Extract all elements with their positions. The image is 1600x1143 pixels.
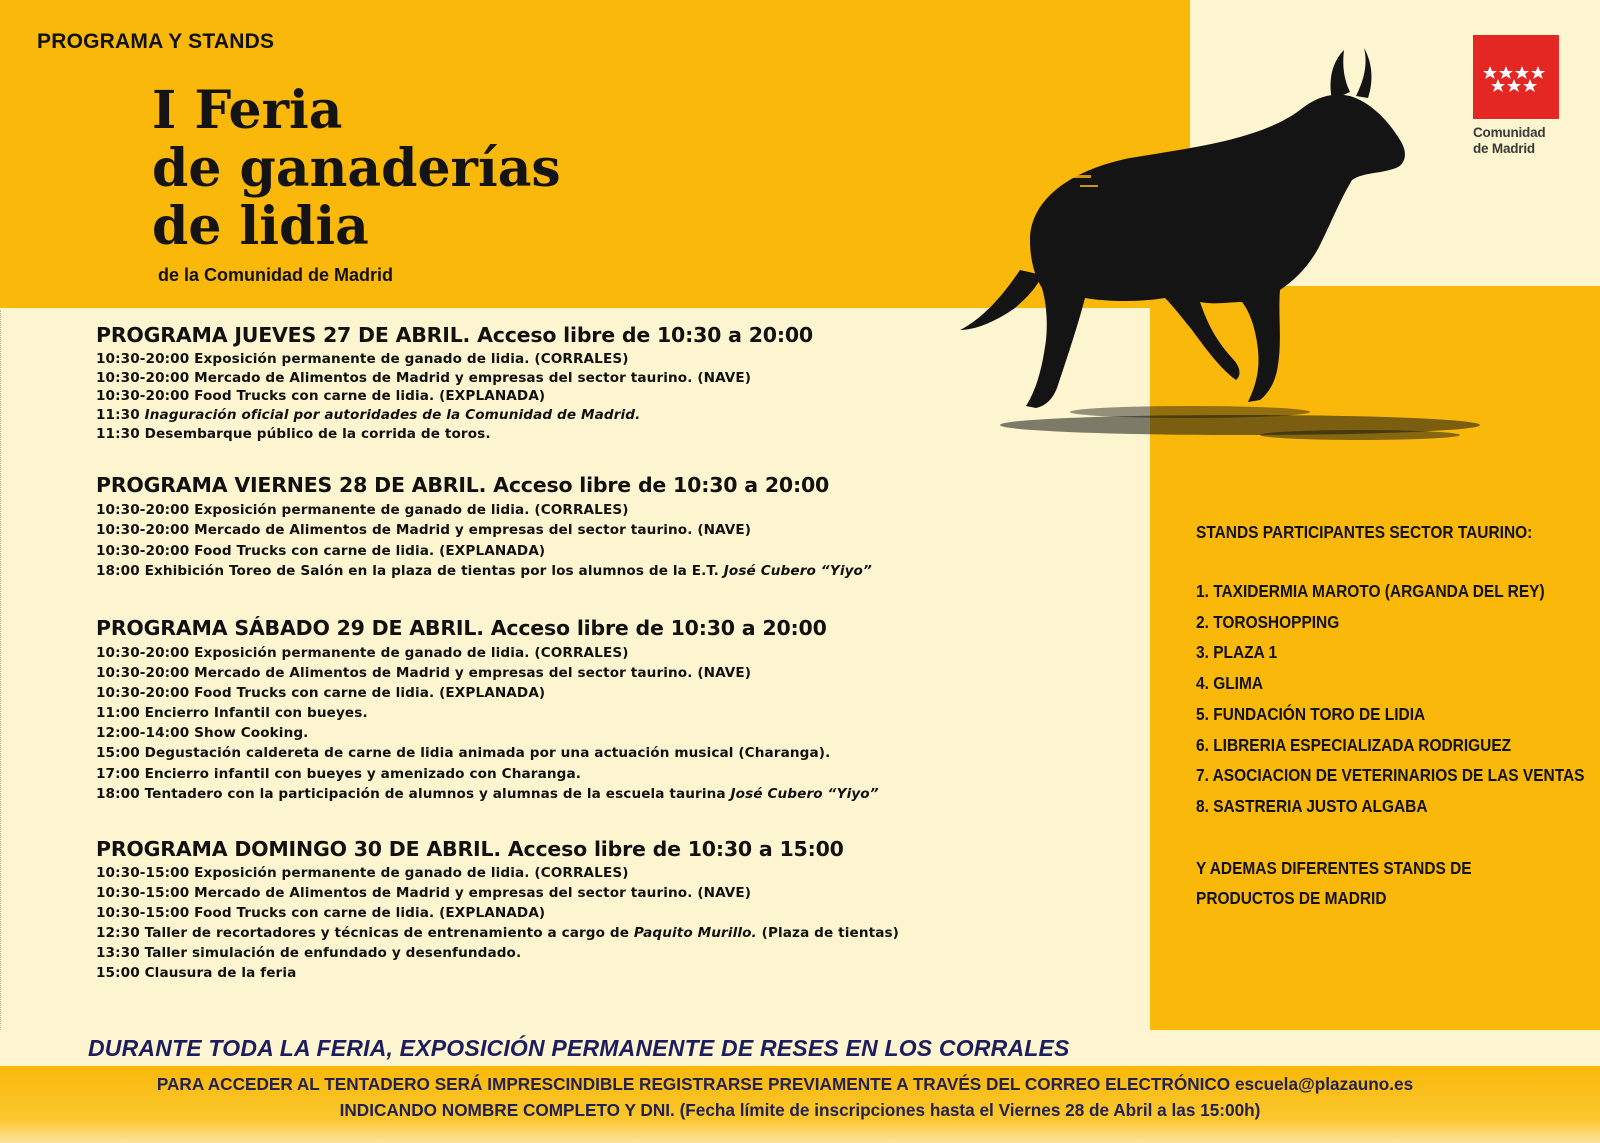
permanent-exhibition-banner: DURANTE TODA LA FERIA, EXPOSICIÓN PERMANENTE DE RESES EN LOS CORRALES [88,1035,1070,1061]
program-item-text: 17:00 Encierro infantil con bueyes y amenizado con Charanga. [96,765,582,782]
logo-text-line: de Madrid [1473,141,1535,156]
program-saturday [96,615,879,804]
program-list [96,350,813,444]
program-item-text: 10:30-20:00 Food Trucks con carne de lidia. (EXPLANADA) [96,388,546,405]
title-line: I Feria [152,80,343,141]
left-dotted-edge [0,310,1,1030]
program-item-emphasis: José Cubero “Yiyo” [730,785,879,802]
stand-item: 1. TAXIDERMIA MAROTO (ARGANDA DEL REY) [1196,581,1545,601]
program-item-emphasis: José Cubero “Yiyo” [723,562,872,579]
stands-extra-line: PRODUCTOS DE MADRID [1196,888,1387,909]
program-item-text: 10:30-20:00 Mercado de Alimentos de Madrid y empresas del sector taurino. (NAVE) [96,522,752,539]
stand-item: 5. FUNDACIÓN TORO DE LIDIA [1196,703,1426,724]
eyebrow-label: PROGRAMA Y STANDS [37,30,275,53]
program-item-text: 13:30 Taller simulación de enfundado y desenfundado. [96,944,522,961]
stars-icon [1473,35,1559,119]
stand-item: 6. LIBRERIA ESPECIALIZADA RODRIGUEZ [1196,734,1512,755]
program-item [96,683,879,703]
program-item-text: 10:30-20:00 Exposición permanente de ganado de lidia. (CORRALES) [96,351,629,367]
program-item [96,541,872,561]
program-item-text: 10:30-15:00 Mercado de Alimentos de Madrid y empresas del sector taurino. (NAVE) [96,884,752,901]
stand-item: 2. TOROSHOPPING [1196,611,1340,632]
program-item [96,520,872,540]
page-title [152,82,561,256]
program-item [96,964,899,984]
program-item [96,764,879,784]
program-item-text: 15:00 Clausura de la feria [96,964,297,981]
program-friday [96,472,872,581]
title-line: de ganaderías [152,138,561,199]
program-item-text: 10:30-15:00 Exposición permanente de ganado de lidia. (CORRALES) [96,865,629,881]
program-item-text: 18:00 Exhibición Toreo de Salón en la plaza de tientas por los alumnos de la E.T. [96,562,724,579]
program-item-emphasis: Inaguración oficial por autoridades de la Comunidad de Madrid. [144,407,641,424]
program-item-text: 11:30 Desembarque público de la corrida de toros. [96,425,491,442]
stands-title: STANDS PARTICIPANTES SECTOR TAURINO: [1196,522,1533,542]
program-item [96,743,879,763]
stands-extra-note [1196,853,1556,914]
stand-item: 8. SASTRERIA JUSTO ALGABA [1196,795,1428,816]
registration-note-line-1: PARA ACCEDER AL TENTADERO SERÁ IMPRESCINDIBLE REGISTRARSE PREVIAMENTE A TRAVÉS DEL CORREO ELECTRÓNICO escuela@plazauno.es [156,1074,1414,1094]
program-heading: PROGRAMA VIERNES 28 DE ABRIL. Acceso libre de 10:30 a 20:00 [96,473,830,497]
program-item [96,864,899,884]
program-item-text: 10:30-20:00 Mercado de Alimentos de Madrid y empresas del sector taurino. (NAVE) [96,665,752,682]
comunidad-de-madrid-logo [1473,35,1561,157]
program-heading: PROGRAMA SÁBADO 29 DE ABRIL. Acceso libre de 10:30 a 20:00 [96,616,827,640]
program-item-text: 11:30 [96,407,145,424]
stand-item: 4. GLIMA [1196,673,1264,694]
program-item-emphasis: Paquito Murillo. [633,924,757,941]
program-item [96,784,879,804]
program-list [96,643,879,804]
program-item [96,703,879,723]
program-item [96,643,879,663]
program-item-text: 10:30-15:00 Food Trucks con carne de lidia. (EXPLANADA) [96,904,546,921]
program-list [96,500,872,581]
program-item-text: 18:00 Tentadero con la participación de alumnos y alumnas de la escuela taurina [96,785,731,802]
program-heading: PROGRAMA JUEVES 27 DE ABRIL. Acceso libre de 10:30 a 20:00 [96,323,813,347]
program-item [96,944,899,964]
stands-section [1196,520,1585,914]
registration-note-line-2: INDICANDO NOMBRE COMPLETO Y DNI. (Fecha límite de inscripciones hasta el Viernes 28 de Abril a las 15:00h) [339,1100,1261,1120]
program-item [96,387,813,406]
program-item [96,561,872,581]
program-item [96,884,899,904]
program-item [96,350,813,369]
program-item-text: 10:30-20:00 Exposición permanente de ganado de lidia. (CORRALES) [96,645,629,661]
stands-list [1196,576,1585,822]
stand-item: 3. PLAZA 1 [1196,642,1278,663]
program-item [96,663,879,683]
program-item-text: 10:30-20:00 Food Trucks con carne de lidia. (EXPLANADA) [96,542,546,559]
stand-item: 7. ASOCIACION DE VETERINARIOS DE LAS VENTAS [1196,765,1585,786]
program-item-text: 10:30-20:00 Food Trucks con carne de lidia. (EXPLANADA) [96,685,546,702]
program-item [96,406,813,425]
program-heading: PROGRAMA DOMINGO 30 DE ABRIL. Acceso libre de 10:30 a 15:00 [96,837,844,861]
program-item-suffix: (Plaza de tientas) [756,924,899,941]
program-thursday [96,322,813,444]
program-item [96,904,899,924]
program-item [96,924,899,944]
logo-text-line: Comunidad [1473,125,1546,140]
program-item-text: 12:30 Taller de recortadores y técnicas de entrenamiento a cargo de [96,924,634,941]
program-item-text: 10:30-20:00 Exposición permanente de ganado de lidia. (CORRALES) [96,502,629,518]
program-item [96,369,813,388]
program-item-text: 12:00-14:00 Show Cooking. [96,725,309,742]
program-item [96,723,879,743]
program-item [96,425,813,444]
program-item [96,500,872,520]
comunidad-de-madrid-flag-icon [1473,35,1559,119]
title-line: de lidia [152,196,369,257]
page-subtitle: de la Comunidad de Madrid [158,265,394,285]
stands-extra-line: Y ADEMAS DIFERENTES STANDS DE [1196,857,1472,878]
bull-silhouette-icon [960,40,1500,480]
program-item-text: 15:00 Degustación caldereta de carne de lidia animada por una actuación musical (Charanga). [96,745,831,762]
program-sunday [96,836,899,983]
program-list [96,864,899,983]
program-item-text: 11:00 Encierro Infantil con bueyes. [96,705,368,722]
program-item-text: 10:30-20:00 Mercado de Alimentos de Madrid y empresas del sector taurino. (NAVE) [96,369,752,386]
logo-text [1473,125,1561,157]
